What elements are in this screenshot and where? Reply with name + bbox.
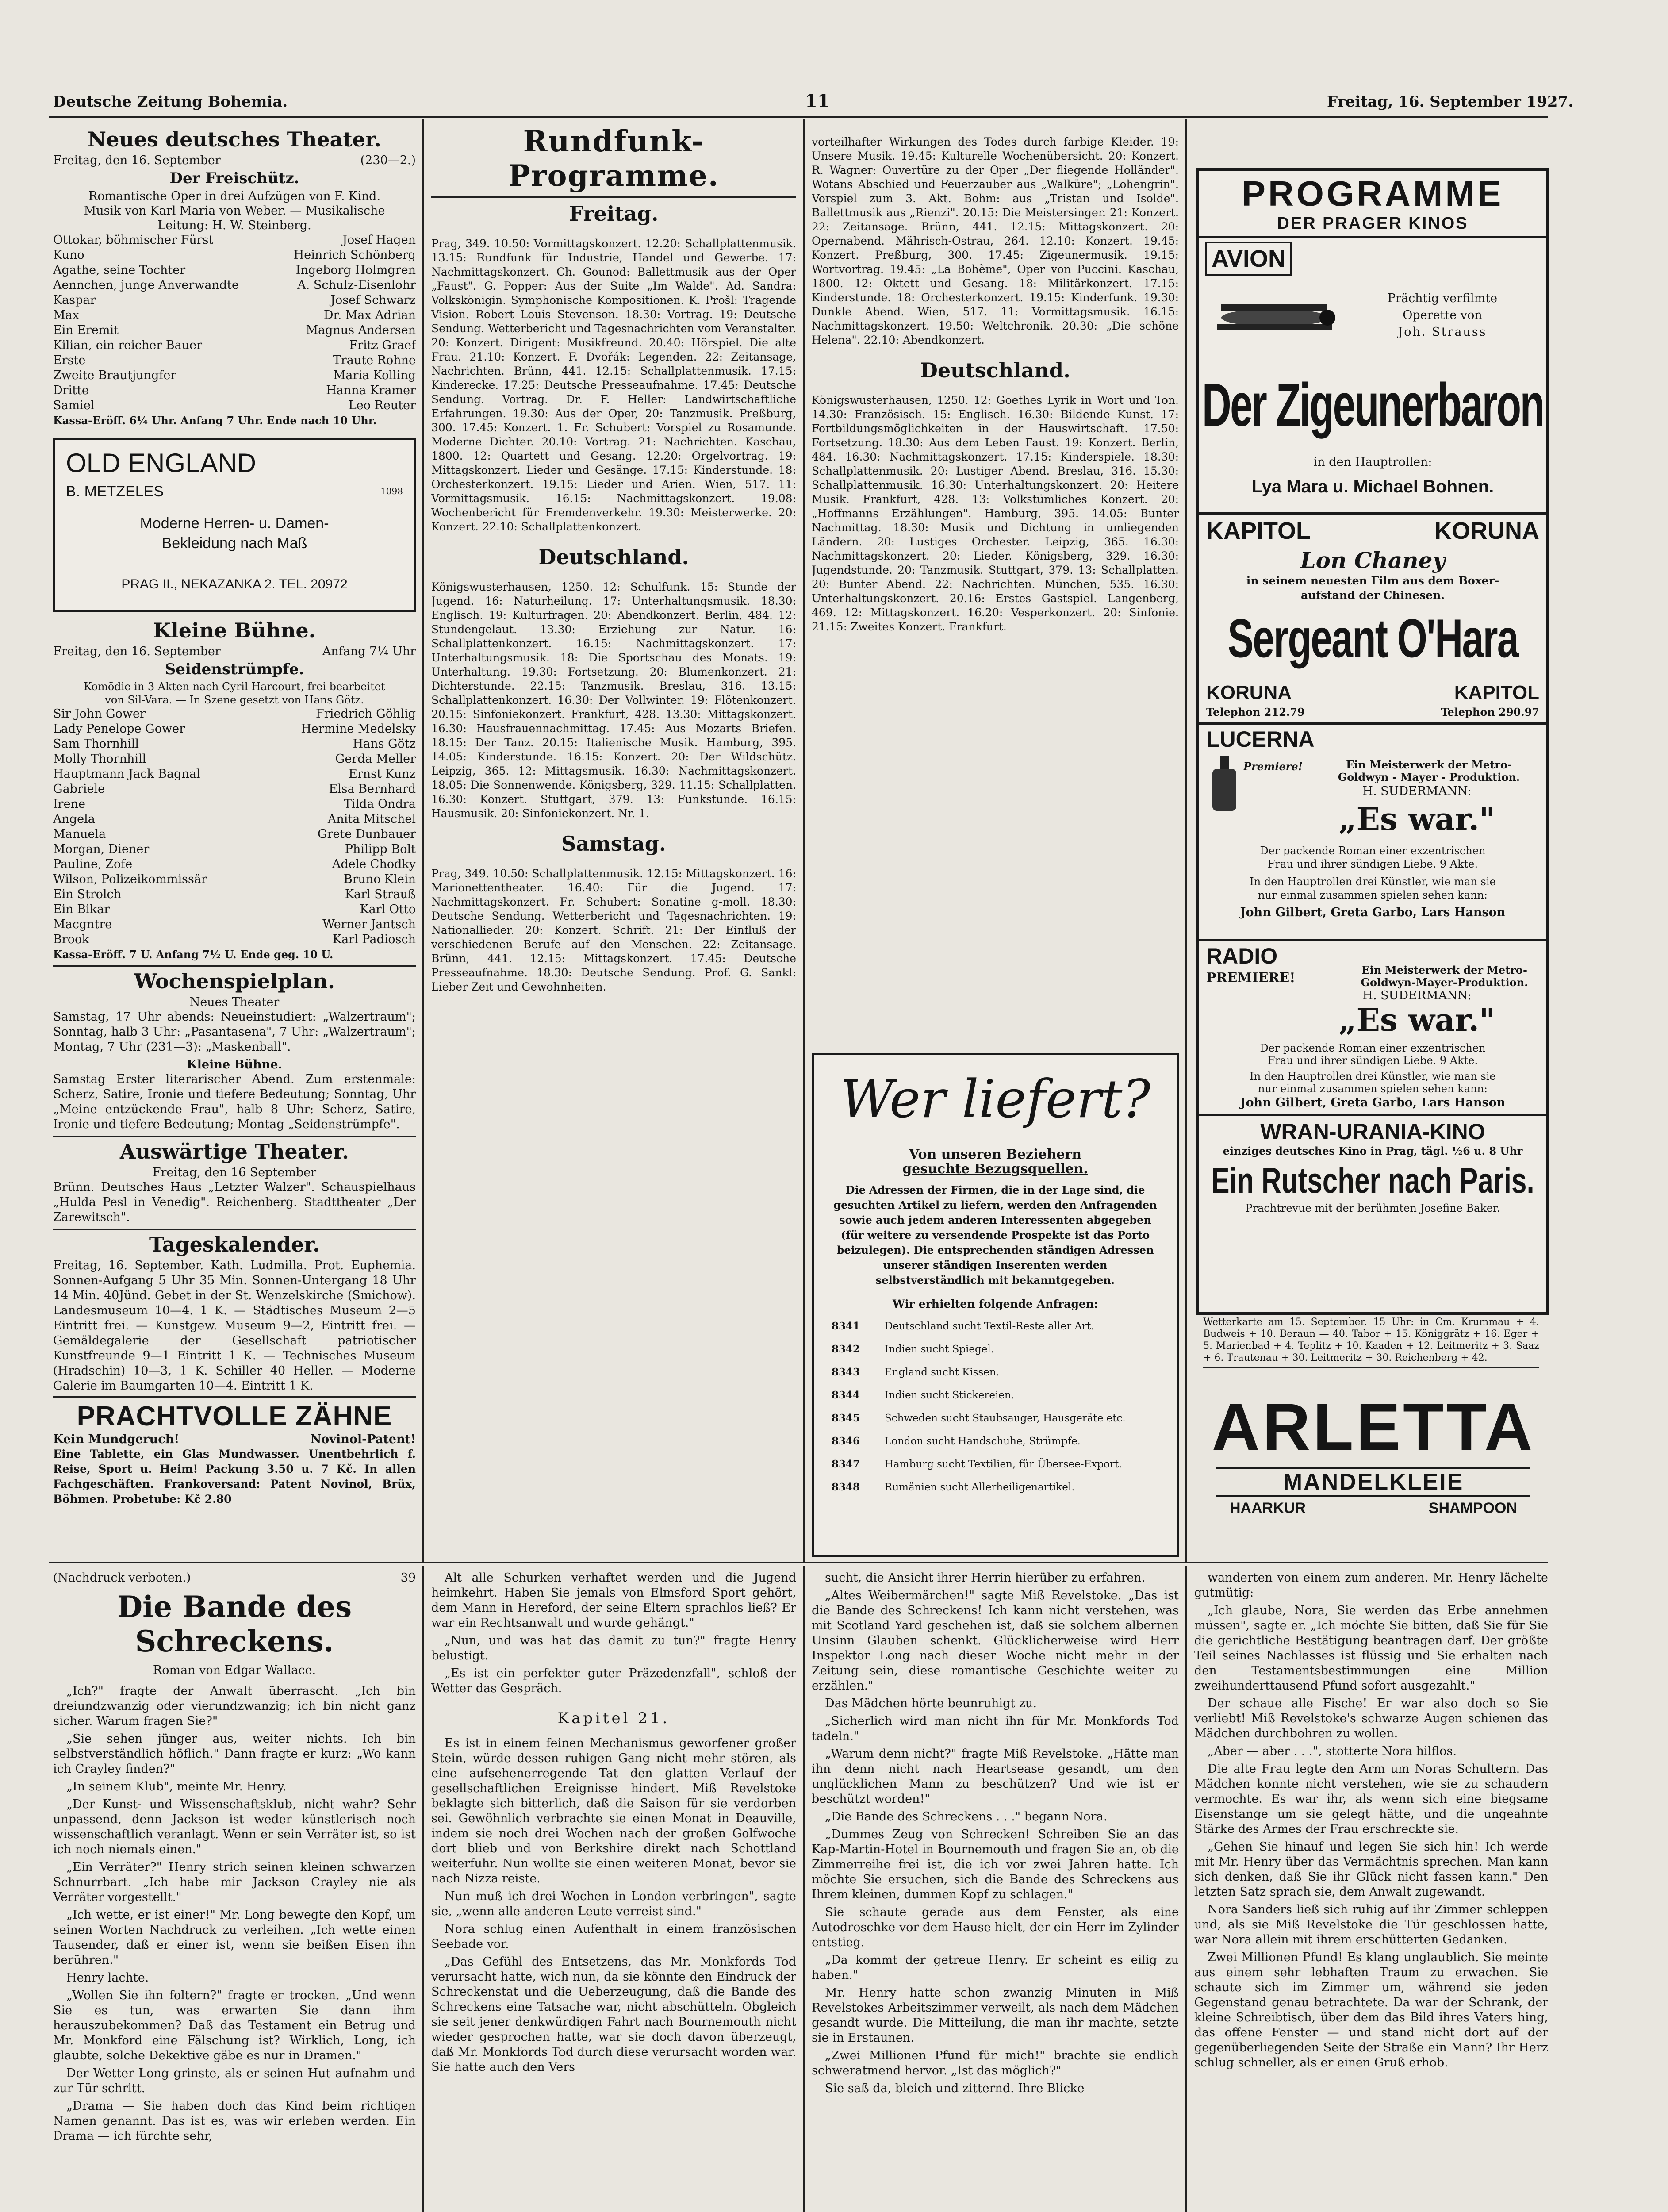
cast-actor: Karl Otto [360, 902, 416, 916]
column-rule [1185, 119, 1187, 1562]
cast-row [53, 293, 416, 308]
ad-code: 1098 [380, 486, 403, 496]
rf-sa-text: Prag, 349. 10.50: Schallplattenmusik. 12.15: Mittagskonzert. 16: Marionettentheater. 16.40: Für die Jugend. 17: Nachmittagskonzert. Fr. Schubert: Sonatine g-moll. 18.30: Deutsche Sendung. Wetterbericht und Tagesnachrichten. 19: Nationallieder. 20: Konzert. Schrift. 21: Der Einfluß der verschiedenen Berufe auf den Menschen. 22: Zeitansage. Brünn, 441. 12.15: Mittagskonzert. 17.45: Deutsche Presseaufnahme. 18.30: Deutsche Sendung. Prof. G. Sankl: Lieber Zeit und Gewohnheiten. [431, 867, 796, 993]
ad-old-england[interactable] [53, 438, 416, 612]
novel-paragraph: Sie saß da, bleich und zitternd. Ihre Blicke [825, 2081, 1085, 2095]
cast-role: Irene [53, 797, 85, 811]
cast-row [53, 308, 416, 323]
ad-zaehne-text: Eine Tablette, ein Glas Mundwasser. Unentbehrlich f. Reise, Sport u. Heim! Packung 3.50 u. 7 Kč. In allen Fachgeschäften. Frankoversand: Patent Novinol, Brüx, Böhmen. Probetube: Kč 2.80 [53, 1448, 416, 1505]
masthead-date: Freitag, 16. September 1927. [1327, 93, 1574, 111]
kapitol-tel: Telephon 290.97 [1441, 706, 1539, 718]
wran-desc: Prachtrevue mit der berühmten Josefine Baker. [1245, 1202, 1500, 1214]
wer-liefert-sub: gesuchte Bezugsquellen. [902, 1161, 1088, 1177]
novel-paragraph: „Ich wette, er ist einer!" Mr. Long bewegte den Kopf, um seinen Worten Nachdruck zu verleihen. „Ich wette einen Tausender, daß er einer ist, wenn sie beißen Eisen ihn berühren." [53, 1908, 416, 1967]
cast-actor: Adele Chodky [332, 857, 416, 871]
cast-actor: Fritz Graef [349, 338, 416, 352]
column-rule [803, 1566, 805, 2212]
novel-number: 39 [400, 1571, 416, 1585]
cast-actor: Anita Mitschel [327, 812, 416, 826]
cast-row [53, 782, 416, 797]
avion-stars: Lya Mara u. Michael Bohnen. [1251, 477, 1494, 496]
masthead-rule [49, 116, 1548, 118]
cast-role: Kaspar [53, 293, 96, 307]
cast-role: Pauline, Zofe [53, 857, 133, 871]
kino-title: PROGRAMME [1242, 174, 1504, 213]
cast-role: Dritte [53, 384, 89, 397]
novel-paragraph: „Es ist ein perfekter guter Präzedenzfall", schloß der Wetter das Gespräch. [431, 1667, 796, 1695]
novel-paragraph: „In seinem Klub", meinte Mr. Henry. [66, 1780, 287, 1793]
wochenspielplan-title: Wochenspielplan. [53, 965, 416, 993]
lucerna-premiere: Premiere! [1243, 760, 1303, 773]
cast-actor: Friedrich Göhlig [316, 707, 416, 721]
novel-column-2 [431, 1571, 796, 2212]
radio-author: H. SUDERMANN: [1362, 989, 1472, 1002]
theater-desc: Romantische Oper in drei Aufzügen von F. Kind. [88, 189, 380, 203]
radio-premiere: PREMIERE! [1206, 970, 1296, 986]
novel-paragraph: Es ist in einem feinen Mechanismus geworfener großer Stein, würde dessen ruhigen Gang nicht mehr stören, als eine aufsehenerregende Tat den glatten Verlauf der gesellschaftlichen Ereignisse hindert. Miß Revelstoke beklagte sich bitterlich, daß die Saison für sie verdorben sei. Gewöhnlich verbrachte sie einen Monat in Deauville, indem sie noch drei Wochen nach der großen Golfwoche dort blieb und von Berkshire direkt nach Schottland weiterfuhr. Nun wollte sie einen weiteren Monat, bevor sie nach Nizza reiste. [431, 1736, 796, 1886]
cast-actor: Ingeborg Holmgren [295, 263, 416, 277]
kino-kapitol[interactable] [1199, 515, 1546, 725]
novel-text [431, 1571, 796, 1696]
kino-lucerna[interactable] [1199, 725, 1546, 941]
novel-paragraph: Nora schlug einen Aufenthalt in einem französischen Seebade vor. [431, 1922, 796, 1951]
cast-role: Hauptmann Jack Bagnal [53, 767, 200, 781]
novel-paragraph: Das Mädchen hörte beunruhigt zu. [825, 1697, 1037, 1710]
cast-role: Max [53, 308, 79, 322]
novel-text [1194, 1571, 1548, 2070]
cast-actor: Josef Hagen [342, 233, 416, 247]
column-rule [1185, 1566, 1187, 2212]
ad-owner: B. METZELES [66, 483, 164, 500]
wran-text: einziges deutsches Kino in Prag, tägl. ½6 u. 8 Uhr [1223, 1144, 1523, 1157]
ad-name: OLD ENGLAND [66, 448, 257, 478]
arletta-left: HAARKUR [1230, 1500, 1306, 1517]
ws-sub: Neues Theater [189, 995, 280, 1009]
novel-paragraph: Mr. Henry hatte schon zwanzig Minuten in Miß Revelstokes Arbeitszimmer verweilt, als nach dem Mädchen gesandt wurde. Die Mitteilung, die man ihr machte, setzte sie in Erstaunen. [812, 1986, 1179, 2045]
radio-desc: Frau und ihrer sündigen Liebe. 9 Akte. [1267, 1054, 1478, 1067]
novel-paragraph: „Nun, und was hat das damit zu tun?" fragte Henry belustigt. [431, 1634, 796, 1663]
novel-chapter: Kapitel 21. [557, 1709, 670, 1727]
radio-name: RADIO [1206, 944, 1278, 968]
inquiry-row [832, 1453, 1159, 1476]
inquiry-row [832, 1430, 1159, 1453]
cast-row [53, 248, 416, 263]
novel-paragraph: „Wollen Sie ihn foltern?" fragte er trocken. „Und wenn Sie es tun, was erwarten Sie dann ihm herauszubekommen? Daß das Testament ein Betrug und Mr. Monkford eine Fälschung ist? Wirklich, Long, ich glaubte, solche Dekektive gäbe es nur in Dramen." [53, 1989, 416, 2062]
rf-right-text: vorteilhafter Wirkungen des Todes durch farbige Kleider. 19: Unsere Musik. 19.45: Kulturelle Wochenübersicht. 20: Konzert. R. Wagner: Ouvertüre zu der Oper „Der fliegende Holländer". Wotans Abschied und Feuerzauber aus „Walküre"; „Lohengrin". Vorspiel zum 3. Akt. Bohm: aus „Tristan und Isolde". Ballettmusik aus „Rienzi". 20.15: Die Meistersinger. 21: Konzert. 22: Zeitansage. Brünn, 441. 12.15: Mittagskonzert. 20: Opernabend. Mährisch-Ostrau, 264. 12.10: Konzert. 19.45: Konzert. Preßburg, 300. 17.45: Zigeunermusik. 19.15: Wortvortrag. 19.45: „La Bohème", Oper von Puccini. Kaschau, 1800. 12: Oktett und Gesang. 18: Militärkonzert. 17.15: Kinderstunde. 18: Orchesterkonzert. 19.15: Kinderfunk. 19.30: Dunkle Abend. Wien, 517. 11: Vormittagsmusik. 16.15: Nachmittagskonzert. 19.50: Weltchronik. 20.30: „Die schöne Helena". 22.10: Abendkonzert. [812, 135, 1179, 346]
rf-friday: Freitag. [569, 202, 659, 226]
lucerna-text: Goldwyn - Mayer - Produktion. [1338, 771, 1520, 783]
inquiry-code: 8348 [832, 1481, 860, 1493]
novel-text [53, 1684, 416, 2144]
lucerna-author: H. SUDERMANN: [1362, 784, 1472, 798]
cast-actor: A. Schulz-Eisenlohr [297, 278, 416, 292]
novel-paragraph: „Ich?" fragte der Anwalt überrascht. „Ich bin dreiundzwanzig oder vierundzwanzig; ich bin nicht ganz sicher. Warum fragen Sie?" [53, 1684, 416, 1728]
cast-role: Ein Strolch [53, 887, 121, 901]
inquiry-text: Indien sucht Stickereien. [885, 1390, 1015, 1401]
auswaertige-title: Auswärtige Theater. [53, 1136, 416, 1164]
novel-paragraph: Henry lachte. [66, 1971, 149, 1985]
cast-row [53, 737, 416, 752]
novel-paragraph: „Altes Weibermärchen!" sagte Miß Revelstoke. „Das ist die Bande des Schreckens! Ich kann nicht verstehen, was mit Scotland Yard geschehen ist, daß sie solchem albernen Unsinn Glauben schenkt. Glücklicherweise wird Herr Inspektor Long nach dieser Woche nicht mehr in der Zeitung sein, diese romantische Geschichte weiter zu erzählen." [812, 1589, 1179, 1693]
cast-row [53, 812, 416, 827]
theater-times: Kassa-Eröff. 6¼ Uhr. Anfang 7 Uhr. Ende nach 10 Uhr. [53, 414, 377, 427]
cast-role: Brook [53, 933, 89, 946]
cast-row [53, 398, 416, 413]
wer-liefert-text: Die Adressen der Firmen, die in der Lage sind, die gesuchten Artikel zu liefern, werden den Anfragenden sowie auch jedem anderen Interessenten abgegeben (für weitere zu versendende Prospekte ist das Porto beizulegen). Die entsprechenden ständigen Adressen unserer ständigen Inserenten werden selbstverständlich mit bekanntgegeben. [833, 1183, 1157, 1286]
cast-row [53, 323, 416, 338]
novel-text [431, 1736, 796, 2075]
novel-paragraph: Alt alle Schurken verhaftet werden und die Jugend heimkehrt. Haben Sie jemals von Elmsford Sport gehört, dem Mann in Hereford, der seine Eltern sprachlos ließ? Er war ein Rechtsanwalt und wurde gehängt." [431, 1571, 796, 1630]
cast-role: Sam Thornhill [53, 737, 139, 751]
cast-actor: Dr. Max Adrian [323, 308, 416, 322]
cast-actor: Werner Jantsch [322, 918, 416, 931]
avion-text: Prächtig verfilmte [1387, 292, 1498, 305]
kapitol-right: KORUNA [1434, 518, 1539, 544]
cast-role: Molly Thornhill [53, 752, 146, 766]
kapitol-star: Lon Chaney [1300, 547, 1446, 573]
novel-paragraph: „Warum denn nicht?" fragte Miß Revelstoke. „Hätte man ihn denn nicht nach Heartsease gesandt, um den unglücklichen Mann zu beschützen? Und wie ist er beschützt worden!" [812, 1747, 1179, 1806]
inquiry-code: 8347 [832, 1458, 860, 1470]
avion-film: Der Zigeunerbaron [1202, 371, 1544, 439]
avion-text: Operette von [1403, 308, 1482, 322]
tageskalender-title: Tageskalender. [53, 1229, 416, 1256]
cast-role: Morgan, Diener [53, 842, 150, 856]
arletta-name: ARLETTA [1212, 1390, 1535, 1464]
rundfunk-column [431, 124, 796, 1559]
novel-title: Die Bande des Schreckens. [117, 1590, 352, 1659]
novel-paragraph: sucht, die Ansicht ihrer Herrin hierüber zu erfahren. [825, 1571, 1146, 1585]
cast-actor: Josef Schwarz [330, 293, 416, 307]
weather-note: Wetterkarte am 15. September. 15 Uhr: in Cm. Krummau + 4. Budweis + 10. Beraun — 40. Tabor + 15. Königgrätz + 16. Eger + 5. Marienbad + 4. Teplitz + 10. Kaaden + 12. Leitmeritz + 3. Saaz + 6. Trautenau + 30. Leitmeritz + 30. Reichenberg + 42. [1203, 1316, 1539, 1368]
cast-role: Ottokar, böhmischer Fürst [53, 233, 214, 247]
radio-film: „Es war." [1338, 1002, 1495, 1038]
novel-column-4 [1194, 1571, 1548, 2212]
cast-role: Ein Eremit [53, 323, 119, 337]
inquiry-code: 8341 [832, 1320, 860, 1332]
cast-actor: Elsa Bernhard [329, 782, 416, 796]
ws-text: Samstag Erster literarischer Abend. Zum erstenmale: Scherz, Satire, Ironie und tiefere Bedeutung; Sonntag, Uhr „Meine entzückende Frau", halb 8 Uhr: Scherz, Satire, Ironie und tiefere Bedeutung; Montag „Seidenstrümpfe". [53, 1072, 416, 1131]
cast-role: Lady Penelope Gower [53, 722, 185, 736]
cast-actor: Hermine Medelsky [301, 722, 416, 736]
inquiry-code: 8344 [832, 1389, 860, 1401]
cast-row [53, 263, 416, 278]
novel-paragraph: „Da kommt der getreue Henry. Er scheint es eilig zu haben." [812, 1953, 1179, 1982]
kapitol-text: in seinem neuesten Film aus dem Boxer- [1246, 574, 1499, 587]
cast-actor: Ernst Kunz [349, 767, 416, 781]
novel-paragraph: „Der Kunst- und Wissenschaftsklub, nicht wahr? Sehr unpassend, denn Jackson ist weder künstlerisch noch wissenschaftlich veranlagt. Wenn er sein Verräter ist, so ist ich noch niemals einen." [53, 1797, 416, 1856]
arletta-product: MANDELKLEIE [1216, 1467, 1530, 1497]
cast-row [53, 767, 416, 782]
radio-stars: John Gilbert, Greta Garbo, Lars Hanson [1240, 1096, 1506, 1110]
rundfunk-continued [812, 124, 1179, 1035]
novel-paragraph: Sie schaute gerade aus dem Fenster, als eine Autodroschke vor dem Hause hielt, der ein Herr im Zylinder entstieg. [812, 1905, 1179, 1949]
novel-paragraph: „Sie sehen jünger aus, weiter nichts. Ich bin selbstverständlich höflich." Dann fragte er kurz: „Wo kann ich Crayley finden?" [53, 1732, 416, 1776]
inquiry-row [832, 1407, 1159, 1430]
novel-paragraph: „Aber — aber . . .", stotterte Nora hilflos. [1208, 1744, 1457, 1758]
novel-paragraph: „Ich glaube, Nora, Sie werden das Erbe annehmen müssen", sagte er. „Ich möchte Sie bitten, daß Sie für Sie die gerichtliche Bestätigung beantragen darf. Der größte Teil seines Nachlasses ist flüssig und Sie erhalten nach den Testamentsbestimmungen eine Million zweihunderttausend Pfund sofort ausgezahlt." [1194, 1604, 1548, 1693]
cast-row [53, 368, 416, 383]
lucerna-desc: Frau und ihrer sündigen Liebe. 9 Akte. [1267, 858, 1478, 870]
kb-times: Kassa-Eröff. 7 U. Anfang 7½ U. Ende geg. 10 U. [53, 948, 334, 961]
kapitol-left: KAPITOL [1206, 518, 1311, 544]
kino-programme [1196, 168, 1549, 1315]
cast-role: Samiel [53, 399, 95, 412]
lucerna-stars: John Gilbert, Greta Garbo, Lars Hanson [1240, 906, 1506, 919]
ws-text: Samstag, 17 Uhr abends: Neueinstudiert: „Walzertraum"; Sonntag, halb 3 Uhr: „Pasantasena", 7 Uhr: „Walzertraum"; Montag, 7 Uhr (231—3): „Maskenball". [53, 1010, 416, 1054]
kino-subtitle: DER PRAGER KINOS [1199, 214, 1546, 238]
inquiry-row [832, 1476, 1159, 1499]
bottle-icon [1209, 756, 1240, 813]
inquiry-code: 8345 [832, 1412, 860, 1424]
wer-liefert-list [814, 1311, 1177, 1502]
novel-paragraph: Nora Sanders ließ sich ruhig auf ihr Zimmer schleppen und, als sie Miß Revelstoke die Tür geschlossen hatte, war Nora allein mit ihrem erschütterten Gedanken. [1194, 1903, 1548, 1947]
cast-role: Erste [53, 353, 86, 367]
theater-date: Freitag, den 16. September [53, 154, 221, 167]
cast-row [53, 872, 416, 887]
radio-desc: Der packende Roman einer exzentrischen [1260, 1042, 1486, 1054]
kino-radio[interactable] [1199, 941, 1546, 1116]
novel-paragraph: „Gehen Sie hinauf und legen Sie sich hin! Ich werde mit Mr. Henry über das Vermächtnis sprechen. Man kann sich denken, daß Sie ihr Glück nicht fassen kann." Den letzten Satz sprach sie, dem Anwalt zugewandt. [1194, 1840, 1548, 1899]
column-rule [803, 119, 805, 1562]
kb-desc: Komödie in 3 Akten nach Cyril Harcourt, frei bearbeitet [84, 680, 385, 693]
radio-text: Ein Meisterwerk der Metro- [1361, 964, 1527, 976]
ad-zaehne-right: Novinol-Patent! [310, 1432, 416, 1446]
cast-role: Wilson, Polizeikommissär [53, 872, 207, 886]
inquiry-row [832, 1384, 1159, 1407]
lucerna-desc: Der packende Roman einer exzentrischen [1260, 845, 1486, 857]
cast-row [53, 797, 416, 812]
novel-column-1 [53, 1571, 416, 2212]
cast-actor: Philipp Bolt [345, 842, 416, 856]
cast-role: Manuela [53, 827, 106, 841]
cast-row [53, 383, 416, 398]
cast-row [53, 722, 416, 737]
cast-actor: Hanna Kramer [326, 384, 416, 397]
inquiry-row [832, 1338, 1159, 1361]
rf-deutschland: Deutschland. [538, 545, 689, 569]
rf-de2-text: Königswusterhausen, 1250. 12: Goethes Lyrik in Wort und Ton. 14.30: Französisch. 15: Englisch. 16.30: Bildende Kunst. 17: Fortbildungsmöglichkeiten in der Hauswirtschaft. 17.50: Fortsetzung. 18.30: Aus dem Leben Faust. 19: Konzert. Berlin, 484. 16.30: Nachmittagskonzert. 17.15: Kinderspiele. 18.30: Schallplattenmusik. 20: Lustiger Abend. Breslau, 316. 15.30: Schallplattenmusik. 16.30: Unterhaltungskonzert. 20: Heitere Musik. Frankfurt, 428. 13: Volkstümliches Konzert. 20: „Hoffmanns Erzählungen". Hamburg, 395. 14.05: Bunter Nachmittag. 18.30: Musik und Dichtung in umliegenden Ländern. 20: Lustiges Orchester. Leipzig, 365. 16.30: Nachmittagskonzert. 20: Lieder. Königsberg, 329. 16.30: Jugendstunde. 20: Tanzmusik. Stuttgart, 379. 13: Schallplatten. 20: Bunter Abend. 22: Nachrichten. München, 535. 16.30: Unterhaltungskonzert. 20.16: Erstes Gastspiel. Langenberg, 469. 12: Mittagskonzert. 16.20: Vesperkonzert. 20: Sinfonie. 21.15: Zweites Konzert. Frankfurt. [812, 394, 1179, 633]
cast-role: Gabriele [53, 782, 105, 796]
cast-role: Kuno [53, 248, 84, 262]
column-rule [422, 1566, 424, 2212]
novel-paragraph: Zwei Millionen Pfund! Es klang unglaublich. Sie meinte aus einem sehr lebhaften Traum zu erwachen. Sie schaute sich im Zimmer um, während sie jeden Gegenstand genau betrachtete. Da war der Schrank, der kleine Schreibtisch, über dem das Bild ihres Vaters hing, das offene Fenster — und stand nicht dort auf der gegenüberliegenden Seite der Straße ein Mann? Ihr Herz schlug schneller, als er einen Gruß erhob. [1194, 1951, 1548, 2070]
novel-paragraph: wanderten von einem zum anderen. Mr. Henry lächelte gutmütig: [1194, 1571, 1548, 1600]
novel-paragraph: „Dummes Zeug von Schrecken! Schreiben Sie an das Kap-Martin-Hotel in Bournemouth und fragen Sie an, ob die Zimmerreihe frei ist, die ich vor zwei Jahren hatte. Ich möchte Sie ersuchen, sich die Bande des Schreckens aus Ihrem kleinen, dummen Kopf zu schlagen." [812, 1828, 1179, 1901]
avion-name: AVION [1205, 242, 1292, 276]
lucerna-desc: In den Hauptrollen drei Künstler, wie man sie [1250, 876, 1496, 888]
novel-paragraph: „Die Bande des Schreckens . . ." begann Nora. [825, 1810, 1108, 1824]
cast-row [53, 278, 416, 293]
inquiry-text: London sucht Handschuhe, Strümpfe. [885, 1436, 1081, 1447]
wer-liefert-sub: Von unseren Beziehern [909, 1147, 1081, 1162]
theater-cast-list [53, 233, 416, 413]
theater-desc: Musik von Karl Maria von Weber. — Musikalische [84, 204, 385, 218]
cast-actor: Tilda Ondra [343, 797, 416, 811]
theater-abo: (230—2.) [360, 154, 416, 167]
novel-paragraph: „Das Gefühl des Entsetzens, das Mr. Monkfords Tod verursacht hatte, wich nun, da sie könnte den Eindruck der Schreckenstat und die Ueberzeugung, daß die Bande des Schreckens eine Tatsache war, nicht abschütteln. Obgleich sie seit jener denkwürdigen Fahrt nach Bournemouth nicht wieder gesprochen hatte, war sie doch davon überzeugt, daß Mr. Monkfords Tod durch diese verursacht worden war. Sie hatte auch den Vers [431, 1955, 796, 2074]
ad-arletta[interactable] [1203, 1389, 1544, 1553]
cast-role: Kilian, ein reicher Bauer [53, 338, 203, 352]
masthead-left: Deutsche Zeitung Bohemia. [53, 93, 288, 111]
novel-text [812, 1571, 1179, 2096]
cast-actor: Heinrich Schönberg [293, 248, 416, 262]
novel-paragraph: „Sicherlich wird man nicht ihn für Mr. Monkfords Tod tadeln." [812, 1714, 1179, 1743]
novel-paragraph: Nun muß ich drei Wochen in London verbringen", sagte sie, „wenn alle anderen Leute verreist sind." [431, 1889, 796, 1918]
cast-actor: Grete Dunbauer [318, 827, 416, 841]
cast-row [53, 887, 416, 902]
novel-notice: (Nachdruck verboten.) [53, 1571, 191, 1585]
cast-role: Zweite Brautjungfer [53, 369, 176, 382]
kapitol-text: aufstand der Chinesen. [1300, 589, 1445, 602]
cast-actor: Hans Götz [353, 737, 416, 751]
airplane-icon [1208, 287, 1341, 344]
lucerna-name: LUCERNA [1206, 727, 1315, 752]
tk-text: Freitag, 16. September. Kath. Ludmilla. Prot. Euphemia. Sonnen-Aufgang 5 Uhr 35 Min. Sonnen-Untergang 18 Uhr 14 Min. 40Jünd. Gebet in der St. Wenzelskirche (Smichow). Landesmuseum 10—4. 1 K. — Städtisches Museum 2—5 Eintritt frei. — Kunstgew. Museum 9—2, Eintritt frei. — Gemäldegalerie der Gesellschaft patriotischer Kunstfreunde 9—1 Eintritt 1 K. — Technisches Museum (Hradschin) 10—3, 1 K. Schiller 40 Heller. — Moderne Galerie im Baumgarten 10—4. Eintritt 1 K. [53, 1259, 416, 1393]
ad-zaehne-left: Kein Mundgeruch! [53, 1432, 180, 1446]
cast-row [53, 752, 416, 767]
rundfunk-title: Rundfunk-Programme. [431, 124, 796, 198]
novel-paragraph: „Drama — Sie haben doch das Kind beim richtigen Namen genannt. Das ist es, was wir erleben werden. Ein Drama — ich fürchte sehr, [53, 2099, 416, 2143]
inquiry-text: Hamburg sucht Textilien, für Übersee-Export. [885, 1459, 1122, 1470]
ad-address: PRAG II., NEKAZANKA 2. TEL. 20972 [121, 577, 348, 591]
kleine-buehne-title: Kleine Bühne. [153, 618, 316, 642]
novel-paragraph: Der Wetter Long grinste, als er seinen Hut aufnahm und zur Tür schritt. [53, 2066, 416, 2095]
theater-title: Neues deutsches Theater. [88, 127, 381, 151]
cast-actor: Maria Kolling [333, 369, 416, 382]
column-rule [422, 119, 424, 1562]
radio-desc: nur einmal zusammen spielen sehen kann: [1258, 1083, 1488, 1095]
cast-row [53, 707, 416, 722]
rf-friday-text: Prag, 349. 10.50: Vormittagskonzert. 12.20: Schallplattenmusik. 13.15: Rundfunk für Industrie, Handel und Gewerbe. 17: Nachmittagskonzert. Ch. Gounod: Ballettmusik aus der Oper „Faust". G. Popper: Aus der Suite „Im Walde". Ad. Sandra: Volkskönigin. Symphonische Kompositionen. K. Prošl: Tragende Vision. Robert Louis Stevenson. 18.30: Vortrag. 19: Deutsche Sendung. Wetterbericht und Tagesnachrichten vom Veranstalter. 20: Konzert. Dirigent: Musikfreund. 20.40: Hörspiel. Die alte Frau. 21.10: Konzert. F. Dvořák: Legenden. 22: Zeitansage, Nachrichten. Brünn, 441. 12.15: Schallplattenmusik. 17.15: Kinderecke. 17.25: Deutsche Presseaufnahme. 17.45: Deutsche Sendung. Vortrag. Dr. F. Heller: Landwirtschaftliche Erfahrungen. 19.30: Aus der Oper, 20: Tanzmusik. Preßburg, 300. 17.45: Konzert. 1. Fr. Schubert: Vorspiel zu Rosamunde. Moderne Dichter. 20.10: Vortrag. 21: Nachrichten. Kaschau, 1800. 12: Quartett und Gesang. 12.20: Orgelvortrag. 19: Mittagskonzert. Lieder und Gesänge. 17.15: Kinderstunde. 18: Orchesterkonzert. 19.15: Lieder und Arien. Wien, 517. 11: Vormittagsmusik. 16.15: Nachmittagskonzert. 19.08: Wochenbericht für Fremdenverkehr. 19.30: Meisterwerke. 20: Konzert. 22.10: Schallplattenkonzert. [431, 237, 796, 533]
cast-role: Sir John Gower [53, 707, 146, 721]
ws-sub: Kleine Bühne. [187, 1058, 282, 1071]
koruna-tel: Telephon 212.79 [1206, 706, 1305, 718]
kb-cast-list [53, 707, 416, 947]
cast-role: Ein Bikar [53, 902, 110, 916]
inquiry-row [832, 1315, 1159, 1338]
cast-role: Agathe, seine Tochter [53, 263, 186, 277]
inquiry-code: 8346 [832, 1435, 860, 1447]
radio-desc: In den Hauptrollen drei Künstler, wie man sie [1250, 1070, 1496, 1083]
cast-row [53, 917, 416, 932]
cast-actor: Leo Reuter [348, 399, 416, 412]
wer-liefert-title: Wer liefert? [840, 1068, 1150, 1129]
inquiry-row [832, 1361, 1159, 1384]
novel-byline: Roman von Edgar Wallace. [153, 1663, 316, 1677]
kino-wran[interactable] [1199, 1116, 1546, 1227]
novel-paragraph: Die alte Frau legte den Arm um Noras Schultern. Das Mädchen konnte nicht verstehen, wie sie zu schaudern vermochte. Es war ihr, als wenn sich eine biegsame Eisenstange um sie gelegt hätte, und die ungeahnte Stärke des Armes der Frau erschreckte sie. [1194, 1762, 1548, 1836]
ad-zaehne[interactable] [53, 1396, 416, 1507]
inquiry-text: Deutschland sucht Textil-Reste aller Art. [885, 1321, 1094, 1332]
kb-desc: von Sil-Vara. — In Szene gesetzt von Hans Götz. [105, 694, 364, 706]
cast-row [53, 827, 416, 842]
radio-text: Goldwyn-Mayer-Produktion. [1361, 976, 1528, 989]
kapitol-foot: KAPITOL [1454, 682, 1539, 703]
cast-row [53, 353, 416, 368]
cast-actor: Magnus Andersen [306, 323, 416, 337]
inquiry-text: Rumänien sucht Allerheiligenartikel. [885, 1482, 1075, 1493]
lucerna-film: „Es war." [1338, 801, 1495, 837]
theater-desc: Leitung: H. W. Steinberg. [157, 219, 311, 232]
ad-line: Moderne Herren- u. Damen- [140, 515, 329, 532]
novel-paragraph: Der schaue alle Fische! Er war also doch so Sie verliebt! Miß Revelstoke's schwarze Augen schienen das Mädchen durchbohren zu wollen. [1194, 1697, 1548, 1740]
kb-play: Seidenstrümpfe. [165, 661, 304, 678]
rf-samstag: Samstag. [561, 832, 666, 856]
inquiry-code: 8343 [832, 1366, 860, 1378]
inquiry-text: Indien sucht Spiegel. [885, 1344, 994, 1355]
cast-role: Macgntre [53, 918, 112, 931]
cast-row [53, 932, 416, 947]
kapitol-film: Sergeant O'Hara [1227, 607, 1518, 669]
kb-date: Freitag, den 16. September [53, 645, 221, 658]
cast-actor: Karl Strauß [345, 887, 416, 901]
rf-de-text: Königswusterhausen, 1250. 12: Schulfunk. 15: Stunde der Jugend. 16: Naturheilung. 17: Unterhaltungsmusik. 18.30: Englisch. 19: Kulturfragen. 20: Abendkonzert. Berlin, 484. 12: Stundengelaut. 13.30: Erziehung zur Natur. 16: Schallplattenkonzert. 16.15: Nachmittagskonzert. 17: Unterhaltungsmusik. 18: Die Sportschau des Monats. 19: Unterhaltung. 19.30: Fortsetzung. 20: Blumenkonzert. 21: Dichterstunde. 22.15: Tanzmusik. Breslau, 316. 13.15: Schallplattenkonzert. 16.30: Der Vollwinter. 19: Flötenkonzert. 20.15: Sinfoniekonzert. Frankfurt, 428. 13.30: Mittagskonzert. 16.30: Hausfrauennachmittag. 17.45: Aus Mozarts Briefen. 18.15: Der Tanz. 20.15: Italienische Musik. Hamburg, 395. 14.05: Kinderstunde. 16.15: Konzert. 20: Der Wildschütz. Leipzig, 365. 12: Mittagsmusik. 16.30: Nachmittagskonzert. 18.05: Die Sonnenwende. Königsberg, 329. 11.15: Schallplatten. 16.30: Konzert. Stuttgart, 379. 13: Funkstunde. 16.15: Hausmusik. 20: Sinfoniekonzert. Nr. 1. [431, 580, 796, 820]
cast-row [53, 338, 416, 353]
novel-paragraph: „Ein Verräter?" Henry strich seinen kleinen schwarzen Schnurrbart. „Ich habe mir Jackson Crayley nie als Verräter vorgestellt." [53, 1860, 416, 1904]
ad-line: Bekleidung nach Maß [161, 535, 307, 552]
inquiry-text: Schweden sucht Staubsauger, Hausgeräte etc. [885, 1413, 1126, 1424]
cast-actor: Karl Padiosch [333, 933, 416, 946]
theater-play: Der Freischütz. [169, 169, 299, 187]
cast-actor: Traute Rohne [333, 353, 416, 367]
inquiry-code: 8342 [832, 1343, 860, 1355]
aus-date: Freitag, den 16 September [152, 1166, 317, 1179]
kino-avion[interactable] [1199, 238, 1546, 515]
ad-wer-liefert[interactable] [812, 1053, 1179, 1557]
cast-role: Aennchen, junge Anverwandte [53, 278, 239, 292]
avion-text: Joh. Strauss [1398, 325, 1487, 339]
wran-name: WRAN-URANIA-KINO [1260, 1119, 1485, 1144]
novel-column-3 [812, 1571, 1179, 2212]
cast-role: Angela [53, 812, 95, 826]
arletta-right: SHAMPOON [1428, 1500, 1517, 1517]
avion-text: in den Hauptrollen: [1313, 455, 1432, 469]
cast-row [53, 233, 416, 248]
lucerna-text: Ein Meisterwerk der Metro- [1346, 758, 1512, 771]
wran-film: Ein Rutscher nach Paris. [1211, 1161, 1534, 1201]
section-rule [49, 1562, 1548, 1563]
novel-paragraph: „Zwei Millionen Pfund für mich!" brachte sie endlich schweratmend hervor. „Ist das möglich?" [812, 2049, 1179, 2078]
kb-start: Anfang 7¼ Uhr [322, 645, 416, 658]
cast-actor: Gerda Meller [335, 752, 416, 766]
koruna-foot: KORUNA [1206, 682, 1292, 703]
ad-zaehne-title: PRACHTVOLLE ZÄHNE [77, 1401, 392, 1432]
cast-actor: Bruno Klein [343, 872, 416, 886]
lucerna-desc: nur einmal zusammen spielen sehen kann: [1258, 889, 1488, 901]
inquiry-text: England sucht Kissen. [885, 1367, 999, 1378]
wer-liefert-list-title: Wir erhielten folgende Anfragen: [892, 1298, 1098, 1310]
cast-row [53, 902, 416, 917]
rf-deutschland-2: Deutschland. [920, 358, 1071, 382]
cast-row [53, 857, 416, 872]
aus-text: Brünn. Deutsches Haus „Letzter Walzer". Schauspielhaus „Hulda Pesl in Venedig". Reichenberg. Stadttheater „Der Zarewitsch". [53, 1180, 416, 1224]
theater-column [53, 124, 416, 1559]
page-number: 11 [805, 91, 830, 111]
cast-row [53, 842, 416, 857]
